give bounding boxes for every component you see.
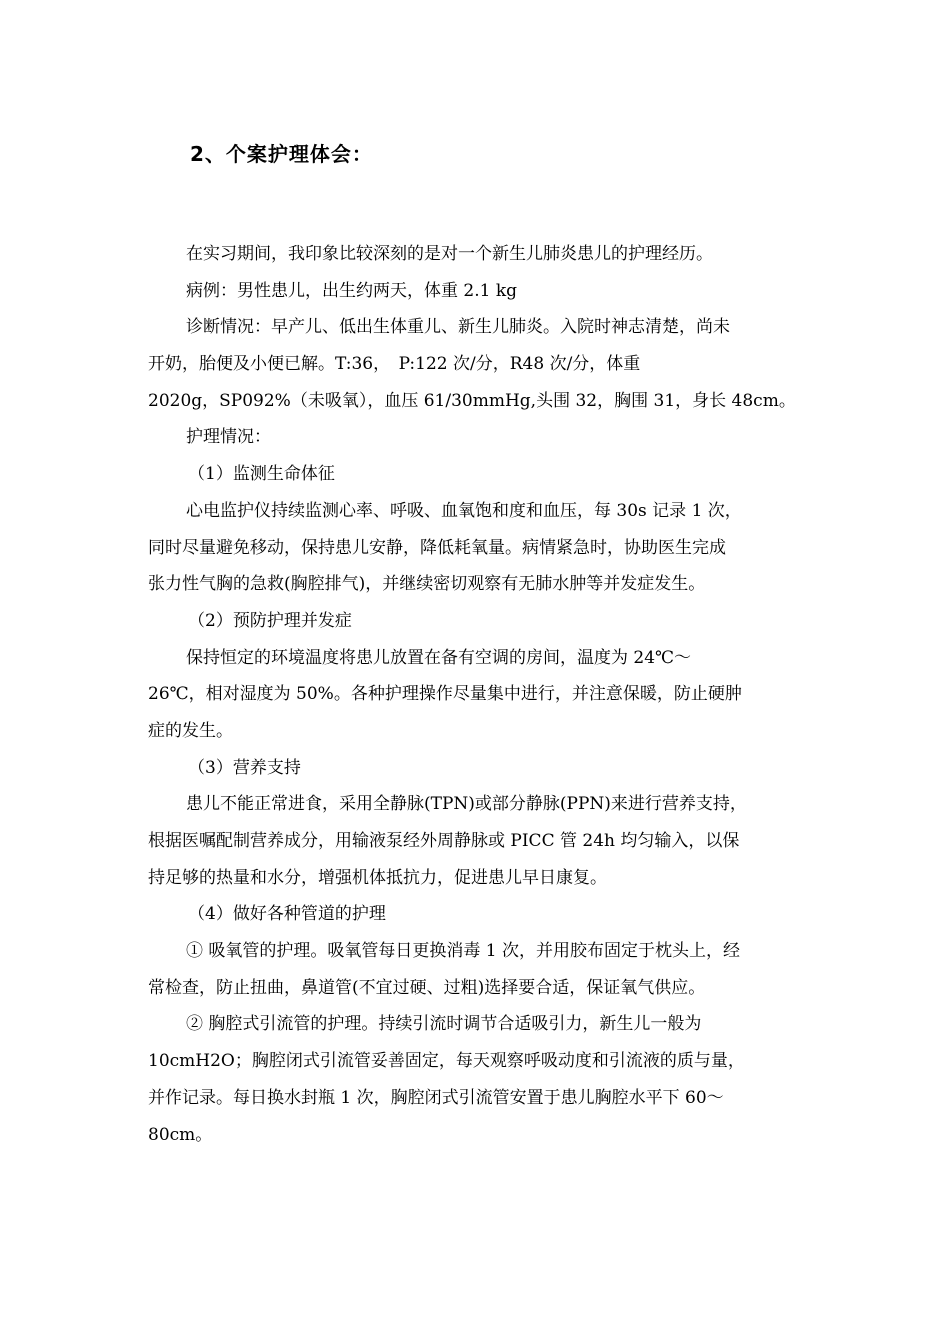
paragraph-line: 80cm。 bbox=[148, 1124, 213, 1145]
paragraph-line: 常检查，防止扭曲，鼻道管(不宜过硬、过粗)选择要合适，保证氧气供应。 bbox=[148, 977, 706, 998]
paragraph-line: 同时尽量避免移动，保持患儿安静，降低耗氧量。病情紧急时，协助医生完成 bbox=[148, 537, 726, 558]
paragraph-line: 保持恒定的环境温度将患儿放置在备有空调的房间，温度为 24℃～ bbox=[186, 647, 692, 668]
body-text bbox=[148, 236, 808, 1153]
paragraph-line: 并作记录。每日换水封瓶 1 次，胸腔闭式引流管安置于患儿胸腔水平下 60～ bbox=[148, 1087, 724, 1108]
paragraph-line: 症的发生。 bbox=[148, 720, 233, 741]
paragraph-line: 持足够的热量和水分，增强机体抵抗力，促进患儿早日康复。 bbox=[148, 867, 607, 888]
subheading: （3）营养支持 bbox=[188, 757, 301, 778]
paragraph-line: 心电监护仪持续监测心率、呼吸、血氧饱和度和血压，每 30s 记录 1 次， bbox=[186, 500, 742, 521]
paragraph-line: 2020g，SP092%（未吸氧），血压 61/30mmHg,头围 32，胸围 31，身长 48cm。 bbox=[148, 390, 796, 411]
paragraph-line: 诊断情况：早产儿、低出生体重儿、新生儿肺炎。入院时神志清楚，尚未 bbox=[186, 317, 730, 338]
subheading: （2）预防护理并发症 bbox=[188, 610, 352, 631]
paragraph-line: ① 吸氧管的护理。吸氧管每日更换消毒 1 次，并用胶布固定于枕头上，经 bbox=[186, 941, 741, 962]
subheading: （1）监测生命体征 bbox=[188, 464, 335, 485]
paragraph-line: 患儿不能正常进食，采用全静脉(TPN)或部分静脉(PPN)来进行营养支持， bbox=[186, 794, 747, 815]
paragraph-line: 开奶，胎便及小便已解。T:36， P:122 次/分，R48 次/分，体重 bbox=[148, 354, 641, 375]
paragraph-line: ② 胸腔式引流管的护理。持续引流时调节合适吸引力，新生儿一般为 bbox=[186, 1014, 702, 1035]
paragraph-line: 张力性气胸的急救(胸腔排气)，并继续密切观察有无肺水肿等并发症发生。 bbox=[148, 574, 706, 595]
paragraph-line: 10cmH2O；胸腔闭式引流管妥善固定，每天观察呼吸动度和引流液的质与量， bbox=[148, 1051, 745, 1072]
paragraph-line: 26℃，相对湿度为 50%。各种护理操作尽量集中进行，并注意保暖，防止硬肿 bbox=[148, 684, 742, 705]
paragraph-line: 在实习期间，我印象比较深刻的是对一个新生儿肺炎患儿的护理经历。 bbox=[186, 244, 713, 264]
paragraph-line: 护理情况： bbox=[186, 427, 271, 448]
paragraph-line: 根据医嘱配制营养成分，用输液泵经外周静脉或 PICC 管 24h 均匀输入，以保 bbox=[148, 831, 740, 851]
paragraph-line: 病例：男性患儿，出生约两天，体重 2.1 kg bbox=[186, 280, 518, 301]
section-heading: 2、个案护理体会： bbox=[190, 142, 373, 166]
subheading: （4）做好各种管道的护理 bbox=[188, 904, 386, 925]
